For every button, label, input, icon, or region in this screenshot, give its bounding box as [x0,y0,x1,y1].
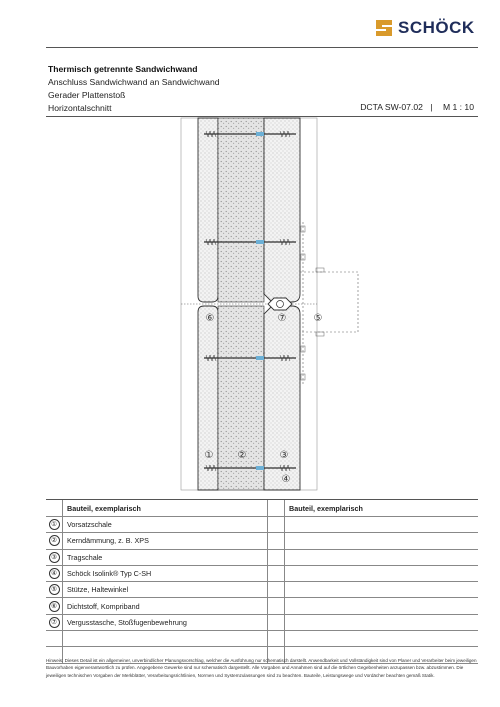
legend-label: Tragschale [63,549,268,565]
legend-num: ② [49,535,60,546]
legend-row [46,565,478,581]
marker-1: ① [204,450,214,461]
separator: | [430,102,433,112]
legend-num: ⑦ [49,617,60,628]
legend-row [46,614,478,630]
legend-row [46,582,478,598]
legend-num: ④ [49,568,60,579]
legend-label: Vergusstasche, Stoßfugenbewehrung [63,614,268,630]
column-bracket-outline [300,222,358,386]
marker-2: ② [237,450,247,461]
drawing-scale: M 1 : 10 [442,102,474,112]
grout-pocket-icon [268,298,292,310]
detail-code: DCTA SW-07.02 [360,102,423,112]
legend-num: ① [49,519,60,530]
detail-section-type: Horizontalschnitt [48,103,112,113]
lower-wall-panel [198,306,300,490]
legend-label: Dichtstoff, Komprіband [63,598,268,614]
detail-subtitle: Anschluss Sandwichwand an Sandwichwand [48,77,220,87]
legend-row [46,598,478,614]
legend-row [46,549,478,565]
legend-num: ⑤ [49,584,60,595]
legend-label: Stütze, Haltewinkel [63,582,268,598]
legend-row [46,533,478,549]
legend-num: ⑥ [49,601,60,612]
legend-heading-left: Bauteil, exemplarisch [63,500,268,517]
legend-table [46,499,478,664]
legend-row [46,631,478,647]
legend-row [46,517,478,533]
marker-5: ⑤ [313,313,323,324]
legend-label: Schöck Isolink® Typ C-SH [63,565,268,581]
detail-title: Thermisch getrennte Sandwichwand [48,64,198,74]
legend-label: Kerndämmung, z. B. XPS [63,533,268,549]
legend-label: Vorsatzschale [63,517,268,533]
detail-joint-type: Gerader Plattenstoß [48,90,126,100]
legend-num: ③ [49,552,60,563]
legend-heading-right: Bauteil, exemplarisch [285,500,479,517]
marker-4: ④ [281,474,291,485]
marker-7: ⑦ [277,313,287,324]
marker-3: ③ [279,450,289,461]
disclaimer-note: Hinweis: Dieses Detail ist ein allgemeiner, unverbindlicher Planungsvorschlag, welcher die Ausführung nur schematisch darstellt. Anwendbarkeit und Vollständigkeit sind von Planer und Verarbeiter beim jeweiligen Bauvorhaben eigenverantwortlich zu prüfen. Angegebene Gewerke sind nur schematisch dargestellt. Alle Vorgaben und Annahmen sind auf die örtlichen Gegebenheiten anzupassen bzw. abzustimmen. Die jeweiligen technischen Vorgaben der Merkblätter, Verarbeitungsrichtlinien, Normen und Systemzulassungen sind zu beachten. Bauteile, Leistungswege und Vordächer beachten gemäß Statik. [46,658,477,678]
brand-name: SCHÖCK [398,18,475,37]
marker-6: ⑥ [205,313,215,324]
upper-wall-panel [198,118,300,302]
